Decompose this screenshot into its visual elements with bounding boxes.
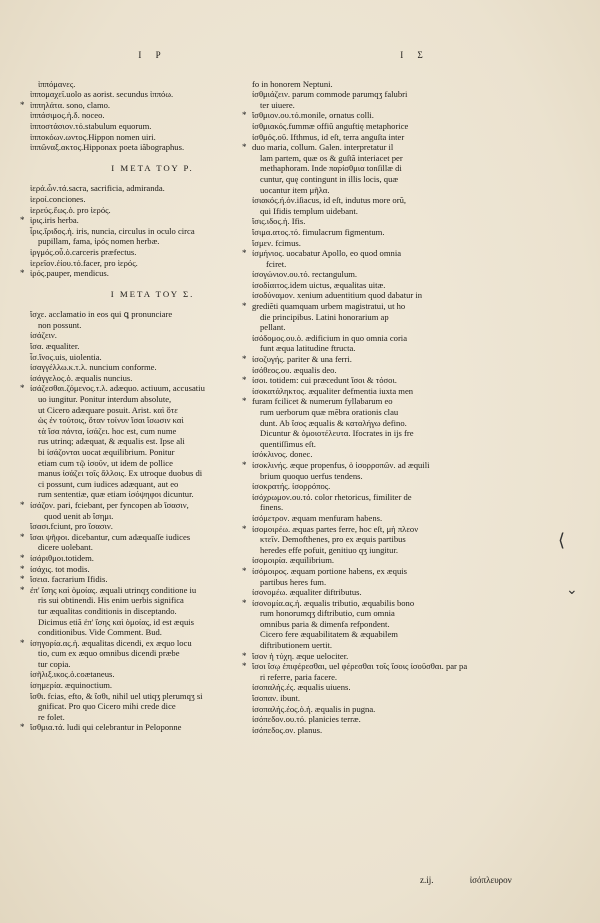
- margin-asterisk: *: [20, 584, 25, 595]
- entry-line: uocantur item μῆλα.: [260, 184, 330, 195]
- entry-line: funt æqua latitudine ftructa.: [260, 343, 356, 354]
- entry-line: ἱπποκόων.ωντος.Hippon nomen uiri.: [30, 131, 156, 142]
- entry-line: [242, 354, 577, 365]
- entry-line: brium quoquo uerfus tendens.: [260, 470, 363, 481]
- entry-line: [20, 722, 275, 733]
- entry-line: ἰσθμιάζειν. parum commode parumqʒ falubri: [252, 89, 408, 100]
- entry-line: bi ἰσάζονται uocat æquilibrium. Ponitur: [38, 447, 175, 457]
- entry-line: tio, cum ex æquo omnibus dicendi præbe: [38, 648, 180, 659]
- left-column: [20, 50, 275, 733]
- section-heading: Ι ΜΕΤΑ ΤΟΥ Σ.: [110, 288, 195, 299]
- entry-line: ἴσχε. acclamatio in eos qui ꝗ pronunciare: [30, 309, 173, 320]
- entry-line: fciret.: [266, 258, 287, 269]
- entry-line: ἰσοκατάληκτος. æqualiter defmentia iuxta men: [252, 385, 414, 396]
- entry-line: ἴσμεν. fcimus.: [252, 237, 301, 248]
- margin-asterisk: *: [20, 531, 25, 542]
- entry-text: ἱρός.pauper, mendicus.: [30, 268, 109, 279]
- entry-line: [242, 523, 577, 535]
- margin-asterisk: *: [242, 301, 247, 312]
- entry-line: [242, 459, 577, 471]
- running-head-right: Ι Σ: [400, 50, 429, 60]
- running-head-left: Ι Ρ: [138, 50, 167, 60]
- entry-line: [242, 110, 577, 121]
- entry-line: etiam cum τῷ ἰσοῦν, ut idem de pollice: [38, 457, 173, 468]
- entry-line: ἰσῆλιξ.ικος.ὁ.coætaneus.: [30, 669, 115, 680]
- entry-line: diftributionem uertit.: [260, 640, 333, 651]
- entry-line: ἱππάσιμος.ἡ.δ. noceo.: [30, 110, 105, 121]
- entry-text: ἴσον ἡ τύχη. æque uelociter.: [252, 650, 349, 661]
- margin-asterisk: *: [242, 597, 247, 608]
- entry-line: conditionibus. Vide Comment. Bud.: [38, 627, 162, 638]
- margin-asterisk: *: [242, 396, 247, 407]
- entry-line: ἰσόχρωμον.ου.τό. color rhetoricus, fimiliter de: [252, 491, 412, 502]
- entry-line: ἰσογώνιον.ου.τό. rectangulum.: [252, 269, 358, 280]
- entry-line: ἰσοκρατής. ἰσορρόπος.: [252, 481, 331, 492]
- entry-line: dunt. Ab ἴσος æqualis & καταλήγω defino.: [260, 417, 407, 428]
- entry-text: ἱρις.iris herba.: [30, 215, 79, 226]
- margin-check-mark: ⌄: [566, 583, 578, 598]
- entry-line: ἰσομοιρία. æquilibrium.: [252, 555, 335, 566]
- entry-line: [20, 268, 275, 279]
- entry-line: pupillam, fama, ἱρός nomen herbæ.: [38, 236, 160, 247]
- margin-asterisk: *: [242, 142, 247, 153]
- entry-line: ἰσοδίαιτος.idem uictus, æqualitas uitæ.: [252, 279, 386, 290]
- margin-asterisk: *: [242, 650, 247, 661]
- entry-text: ἐπ' ἴσης καὶ ὁμοίας. æquali utrinqʒ conditione iu: [30, 584, 197, 595]
- entry-line: lam partem, quæ os & guſtã interiacet per: [260, 152, 403, 163]
- entry-line: ἱππομαχεῖ.uolo as aorist. secundus ἱππόω.: [30, 89, 174, 100]
- margin-asterisk: *: [242, 565, 247, 576]
- margin-bracket-mark: ⟨: [558, 530, 566, 550]
- entry-line: ter uiuere.: [260, 99, 295, 110]
- entry-line: ἰσθμός.οῦ. Ifthmus, id eſt, terra anguſta inter: [252, 131, 405, 142]
- entry-line: omnibus paria & dimenfa refpondent.: [260, 618, 390, 629]
- entry-line: ἱερά.ὧν.τά.sacra, sacrificia, admiranda.: [30, 183, 165, 194]
- margin-asterisk: *: [20, 99, 25, 110]
- entry-line: ἰσονομέω. æqualiter diftributus.: [252, 587, 362, 598]
- entry-line: κτεῖν. Demofthenes, pro ex æquis partibus: [260, 534, 406, 545]
- margin-asterisk: *: [20, 574, 25, 585]
- margin-asterisk: *: [20, 383, 25, 394]
- margin-asterisk: *: [242, 375, 247, 386]
- entry-line: ἴσθι. fcias, efto, & ἴσθι, nihil uel utiqʒ plerumqʒ si: [30, 690, 203, 701]
- entry-line: [242, 565, 577, 577]
- entry-text: ἰσηγορία.ας.ἡ. æqualitas dicendi, ex æquo locu: [30, 637, 192, 648]
- entry-line: gnificat. Pro quo Cicero mihi crede dice: [38, 701, 176, 712]
- entry-line: rum honorumqʒ diftributio, cum omnia: [260, 608, 395, 619]
- margin-asterisk: *: [242, 459, 247, 470]
- entry-line: ἴσα. æqualiter.: [30, 341, 80, 352]
- entry-line: [242, 301, 577, 312]
- entry-line: [242, 375, 577, 386]
- entry-line: manus ἰσάζει τοῖς ἄλλοις. Ex utroque duobus di: [38, 468, 203, 479]
- entry-text: ἰσοκλινής. æque propenfus, ὁ ἰσορροπῶν. ad æquili: [252, 459, 430, 470]
- entry-line: non possunt.: [38, 319, 82, 330]
- entry-text: furam fcilicet & numerum fyllabarum eo: [252, 396, 393, 407]
- entry-line: tur copia.: [38, 658, 71, 669]
- margin-asterisk: *: [242, 523, 247, 534]
- entry-line: [242, 142, 577, 153]
- entry-text: grediẽti quamquam urbem magistratui, ut ho: [252, 301, 406, 312]
- entry-line: cuntur, quę contingunt in illis locis, quæ: [260, 173, 399, 184]
- entry-line: ἱππῶναξ.ακτος.Hipponax poeta iãbographus.: [30, 142, 185, 153]
- entry-line: [242, 597, 577, 609]
- margin-asterisk: *: [20, 268, 25, 279]
- entry-text: ἴσθμια.τά. ludi qui celebrantur in Peloponne: [30, 722, 182, 733]
- signature-mark: z.ij.: [420, 875, 434, 885]
- entry-line: fo in honorem Neptuni.: [252, 78, 333, 89]
- entry-line: rum uerborum quæ mẽbra orationis clau: [260, 407, 399, 417]
- entry-text: ἰσονομία.ας.ἡ. æqualis tributio, æquabilis bono: [252, 597, 415, 608]
- right-column: [242, 50, 577, 735]
- entry-line: rum sententiæ, quæ etiam ἰσόψηφοι dicuntur.: [38, 489, 194, 500]
- entry-line: ἰσόθεος.ου. æqualis deo.: [252, 364, 337, 375]
- entry-line: [20, 574, 275, 585]
- entry-line: ἶρις.ἴριδος.ἡ. iris, nuncia, circulus in oculo circa: [30, 225, 195, 236]
- entry-line: ἰσοπαλής.ές. æqualis uiuens.: [252, 682, 351, 693]
- margin-asterisk: *: [242, 354, 247, 365]
- entry-line: quod uenit ab ἴσημι.: [44, 510, 114, 521]
- margin-asterisk: *: [242, 248, 247, 259]
- entry-line: ἰσοδύναμον. xenium aduentitium quod dabatur in: [252, 290, 423, 301]
- entry-line: qui Ifidis templum uidebant.: [260, 205, 358, 216]
- entry-line: ut Cicero adæquare posuit. Arist. καὶ ὅτε: [38, 404, 178, 415]
- section-heading: Ι ΜΕΤΑ ΤΟΥ Ρ.: [111, 162, 194, 173]
- entry-line: [242, 248, 577, 259]
- entry-line: ἴσασι.fciunt, pro ἴσασιν.: [30, 521, 113, 532]
- entry-line: die principibus. Latini honorarium ap: [260, 311, 389, 322]
- entry-line: re folet.: [38, 711, 65, 722]
- entry-line: dicere uolebant.: [38, 542, 93, 553]
- entry-line: ἰσάζειν.: [30, 330, 57, 341]
- entry-line: ἱερεῖον.ἐίου.τό.facer, pro ἱερός.: [30, 257, 138, 268]
- entry-text: ἴσαι ψῆφοι. dicebantur, cum adæquaſſe iudices: [30, 531, 191, 542]
- margin-asterisk: *: [20, 637, 25, 648]
- entry-line: tur æqualitas conditionis in disceptando.: [38, 605, 177, 616]
- entry-text: ἰσάριθμοι.totidem.: [30, 552, 94, 563]
- entry-text: ἰσοι. totidem: cui præcedunt ἴσοι & τόσοι.: [252, 375, 397, 386]
- entry-line: [20, 552, 275, 564]
- entry-line: ἱππόμανες.: [38, 78, 76, 89]
- entry-line: Dicuntur & ὁμοιοτέλευτα. Ifocrates in ijs fre: [260, 428, 414, 439]
- entry-line: ἴσις.ιδος.ἡ. Ifis.: [252, 216, 306, 227]
- entry-line: [20, 637, 275, 649]
- entry-line: quentiſſimus eſt.: [260, 438, 316, 449]
- entry-text: ἴσθμιον.ου.τό.monile, ornatus colli.: [252, 110, 374, 121]
- entry-line: ἱερεύς.ἔως.ὁ. pro ἱερός.: [30, 204, 111, 215]
- entry-line: [20, 563, 275, 575]
- entry-line: ri referre, paria facere.: [260, 671, 338, 682]
- entry-line: rus utrinq; adæquat, & æqualis est. Ipse ali: [38, 436, 185, 447]
- catchword: ἰσόπλευρον: [469, 875, 512, 885]
- entry-line: pellant.: [260, 322, 286, 333]
- entry-line: ἰσημερία. æquinoctium.: [30, 680, 113, 691]
- entry-line: [242, 661, 577, 672]
- entry-text: ἰσάζον. pari, fciebant, per fyncopen ab ἴσασιν,: [30, 499, 189, 510]
- margin-asterisk: *: [20, 722, 25, 733]
- margin-asterisk: *: [242, 661, 247, 672]
- entry-line: Cicero fere æquabilitatem & æquabilem: [260, 629, 398, 640]
- entry-line: ἰσαγγέλλω.κ.τ.λ. nuncium conforme.: [30, 362, 157, 373]
- entry-line: ἴσοπαν. ibunt.: [252, 693, 301, 704]
- entry-line: ἱργμός.οὗ.ὁ.carceris præfectus.: [30, 246, 137, 257]
- entry-line: heredes effe pofuit, genitiuo qʒ iungitur.: [260, 544, 399, 555]
- page-footer: [420, 875, 546, 885]
- margin-asterisk: *: [20, 499, 25, 510]
- entry-line: [20, 584, 275, 596]
- entry-line: ἰσόδομος.ου.ὁ. ædificium in quo omnia coria: [252, 332, 408, 343]
- entry-line: ἱεροί.conciones.: [30, 193, 86, 204]
- entry-line: ἶσ.ἴνος.uis, uiolentia.: [30, 351, 102, 362]
- entry-line: ἰσάγγελος.ὁ. æqualis nuncius.: [30, 372, 133, 383]
- entry-text: ἰσάχις. tot modis.: [30, 563, 90, 574]
- entry-line: [20, 99, 275, 111]
- entry-text: ἰσμήνιος. uocabatur Apollo, eo quod omnia: [252, 248, 402, 259]
- entry-line: [20, 531, 275, 543]
- entry-text: ἴσεια. facrarium Ifidis.: [30, 574, 108, 585]
- entry-line: [20, 215, 275, 226]
- entry-line: ἰσόκλινος. donec.: [252, 449, 313, 460]
- entry-line: Dicimus etiã ἐπ' ἴσης καὶ ὁμοίας, id est æquis: [38, 616, 194, 627]
- entry-line: ris sui obtinendi. His enim uerbis significa: [38, 595, 184, 606]
- entry-text: ἰσάζεσθαι.ζόμενος.τ.λ. adæquo. actiuum, accusatiu: [30, 383, 205, 394]
- margin-asterisk: *: [20, 552, 25, 563]
- entry-line: [20, 383, 275, 394]
- entry-line: ἰσόπεδος.ον. planus.: [252, 724, 323, 735]
- entry-line: ἱπποστάσιον.τό.stabulum equorum.: [30, 120, 152, 131]
- entry-line: uo iungitur. Ponitur interdum absolute,: [38, 394, 172, 405]
- entry-text: ἰσόμοιρος. æquam portione habens, ex æquis: [252, 565, 407, 576]
- entry-text: ἰσοζυγής. pariter & una ferri.: [252, 354, 352, 365]
- entry-line: [242, 650, 577, 662]
- entry-line: ἰσόπεδον.ου.τό. planicies terræ.: [252, 714, 361, 725]
- entry-text: ἴσοι ἴσῳ ἐπιφέρεσθαι, uel φέρεσθαι τοῖς ἴσοις ἰσοῦσθαι. par pa: [252, 661, 468, 672]
- entry-line: ἰσόμετρον. æquam menfuram habens.: [252, 512, 383, 523]
- margin-asterisk: *: [20, 215, 25, 226]
- entry-line: τὰ ἴσα πάντα, ἰσάζει. hoc est, cum nume: [38, 425, 177, 436]
- entry-text: duo maria, collum. Galen. interpretatur il: [252, 142, 394, 153]
- entry-line: [242, 396, 577, 407]
- entry-line: ἰσιακός.ή.όν.iſiacus, id eſt, indutus more orũ,: [252, 195, 407, 206]
- entry-text: ἱππηλάτα. sono, clamo.: [30, 99, 111, 110]
- entry-line: [20, 499, 275, 511]
- entry-line: finens.: [260, 502, 284, 513]
- entry-line: partibus heres fum.: [260, 576, 327, 587]
- entry-line: ci possunt, cum iudices adæquant, aut eo: [38, 478, 179, 489]
- entry-line: ἰσοπαλής.έος.ὁ.ἡ. æqualis in pugna.: [252, 703, 376, 714]
- entry-text: ἰσομοιρέω. æquas partes ferre, hoc eſt, μὴ πλεον: [252, 523, 419, 534]
- entry-line: ὡς ἐν τούτοις, ὅταν τοίνυν ἴσαι ἴσωσιν καὶ: [38, 415, 184, 426]
- margin-asterisk: *: [20, 563, 25, 574]
- entry-line: methaphoram. Inde παρίσθμια tonſillæ di: [260, 163, 402, 174]
- entry-line: ἰσθμιακός.fummæ offiũ anguftię metaphorice: [252, 120, 409, 131]
- entry-line: ἴσιμα.ατος.τό. fimulacrum figmentum.: [252, 226, 385, 237]
- margin-asterisk: *: [242, 110, 247, 121]
